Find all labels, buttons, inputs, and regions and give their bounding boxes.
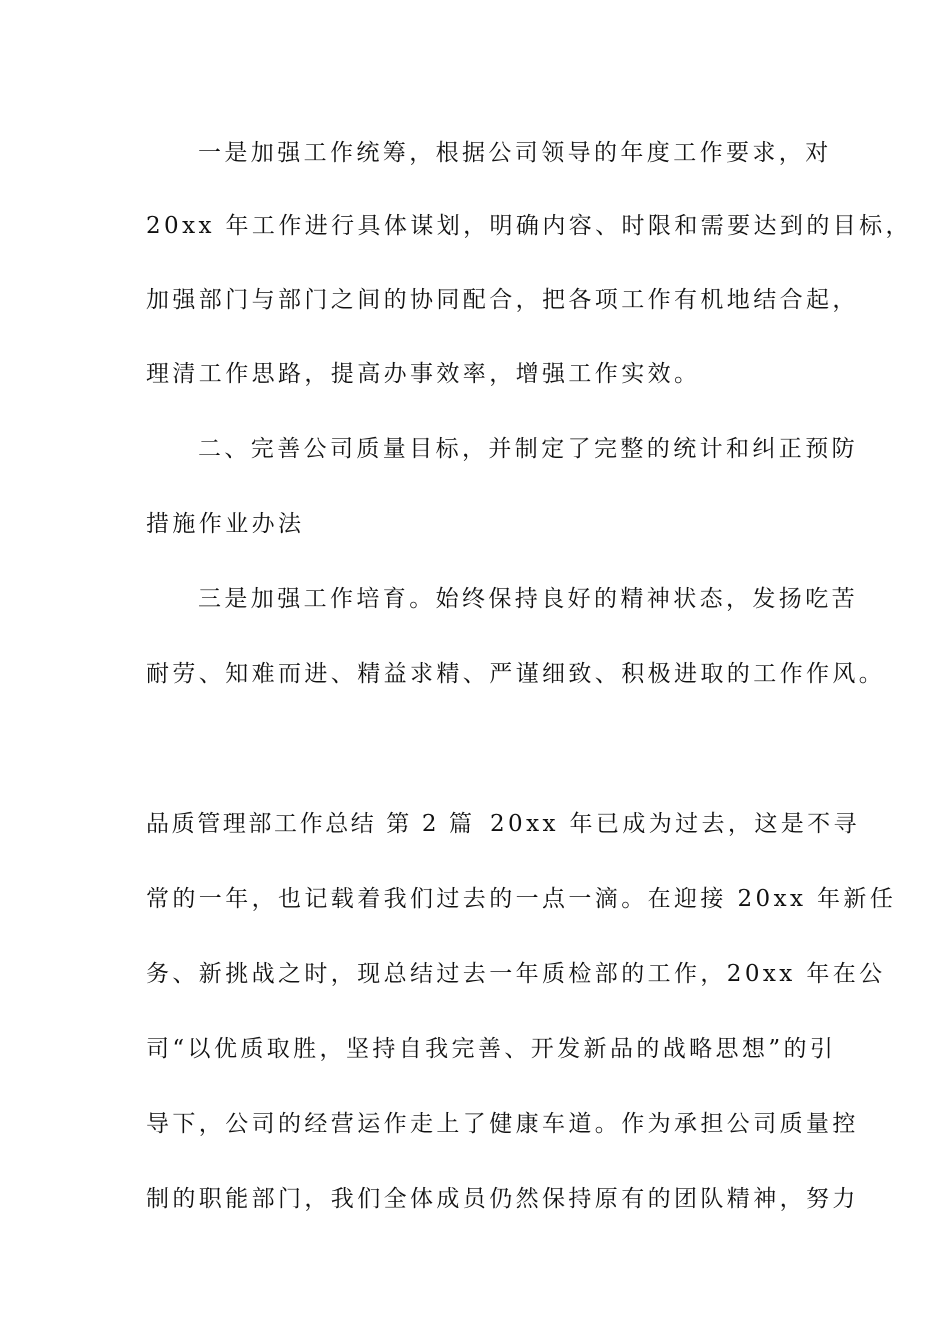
- section-line-2: 常的一年，也记载着我们过去的一点一滴。在迎接 20xx 年新任: [146, 886, 897, 912]
- paragraph-3-line-1: 三是加强工作培育。始终保持良好的精神状态，发扬吃苦: [198, 586, 858, 612]
- section-title: 品质管理部工作总结 第 2 篇: [146, 811, 475, 837]
- paragraph-2-line-1: 二、完善公司质量目标，并制定了完整的统计和纠正预防: [198, 436, 858, 462]
- paragraph-2-line-2: 措施作业办法: [146, 511, 305, 537]
- section-line-3: 务、新挑战之时，现总结过去一年质检部的工作，20xx 年在公: [146, 961, 886, 987]
- section-first-line-text: 20xx 年已成为过去，这是不寻: [490, 811, 860, 837]
- section-heading-line: [146, 809, 860, 839]
- paragraph-1-line-2: 20xx 年工作进行具体谋划，明确内容、时限和需要达到的目标，: [146, 213, 912, 239]
- paragraph-3-line-2: 耐劳、知难而进、精益求精、严谨细致、积极进取的工作作风。: [146, 661, 886, 687]
- section-line-4: 司“以优质取胜，坚持自我完善、开发新品的战略思想”的引: [146, 1036, 837, 1062]
- paragraph-1-line-3: 加强部门与部门之间的协同配合，把各项工作有机地结合起，: [146, 287, 859, 313]
- section-line-5: 导下，公司的经营运作走上了健康车道。作为承担公司质量控: [146, 1111, 859, 1137]
- paragraph-1-line-1: 一是加强工作统筹，根据公司领导的年度工作要求，对: [198, 140, 832, 166]
- section-line-6: 制的职能部门，我们全体成员仍然保持原有的团队精神，努力: [146, 1186, 859, 1212]
- paragraph-1-line-4: 理清工作思路，提高办事效率，增强工作实效。: [146, 361, 701, 387]
